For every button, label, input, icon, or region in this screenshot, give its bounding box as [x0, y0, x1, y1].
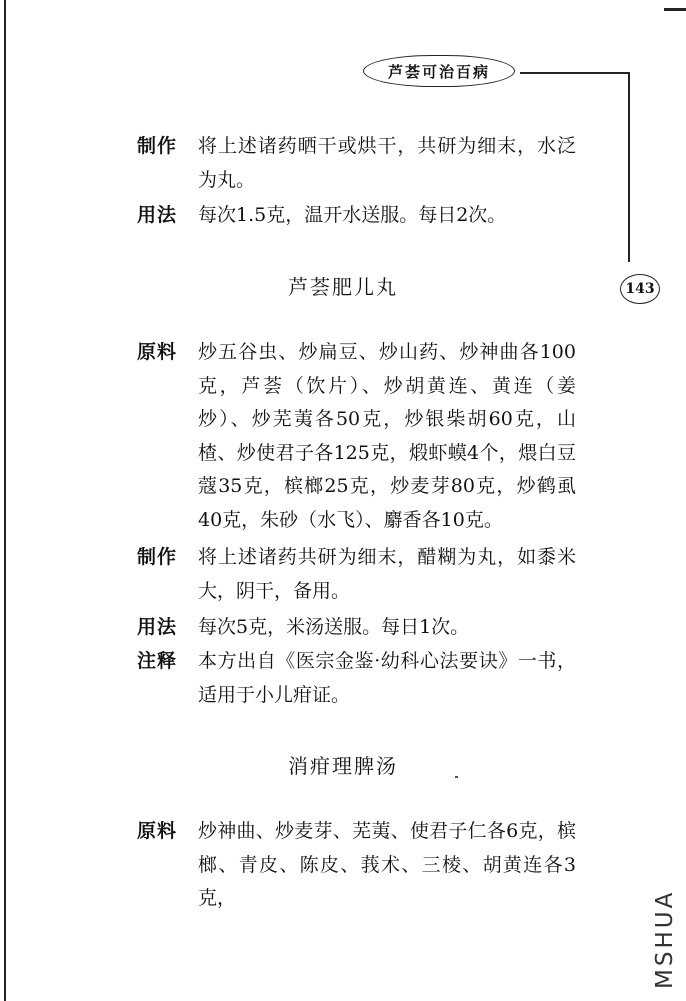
entry-text: 将上述诸药共研为细末，醋糊为丸，如黍米大，阴干，备用。 [198, 546, 576, 602]
running-title: 芦荟可治百病 [363, 55, 515, 87]
entry-label: 用法 [137, 204, 178, 226]
entry-text: 每次5克，米汤送服。每日1次。 [198, 616, 470, 638]
entry-text: 每次1.5克，温开水送服。每日2次。 [198, 204, 507, 226]
entry-label: 用法 [137, 616, 178, 638]
header-rule-vertical [628, 72, 630, 262]
header-rule-horizontal [520, 72, 628, 74]
entry-text: 炒神曲、炒麦芽、芜荑、使君子仁各6克，槟榔、青皮、陈皮、莪术、三棱、胡黄连各3克， [198, 820, 576, 909]
entry-text: 炒五谷虫、炒扁豆、炒山药、炒神曲各100克，芦荟（饮片）、炒胡黄连、黄连（姜炒）、炒芜荑各50克，炒银柴胡60克，山楂、炒使君子各125克，煅虾蟆4个，煨白豆蔻35克，槟榔25克，炒麦芽80克，炒鹤虱40克，朱砂（水飞）、麝香各10克。 [198, 341, 576, 531]
section-title: 消疳理脾汤 [288, 754, 398, 778]
entry-label: 制作 [137, 546, 178, 568]
entry-text: 本方出自《医宗金鉴·幼科心法要诀》一书，适用于小儿疳证。 [198, 650, 576, 706]
corner-mark [664, 0, 686, 11]
section-title: 芦荟肥儿丸 [288, 275, 398, 299]
entry-label: 制作 [137, 135, 178, 157]
watermark: MSHUA [652, 889, 678, 989]
entry-label: 注释 [137, 650, 178, 672]
page-number: 143 [620, 274, 660, 304]
entry-label: 原料 [137, 820, 178, 842]
left-page-rule [4, 0, 6, 1001]
print-speck [455, 776, 458, 778]
entry-text: 将上述诸药晒干或烘干，共研为细末，水泛为丸。 [198, 135, 576, 191]
entry-label: 原料 [137, 341, 178, 363]
